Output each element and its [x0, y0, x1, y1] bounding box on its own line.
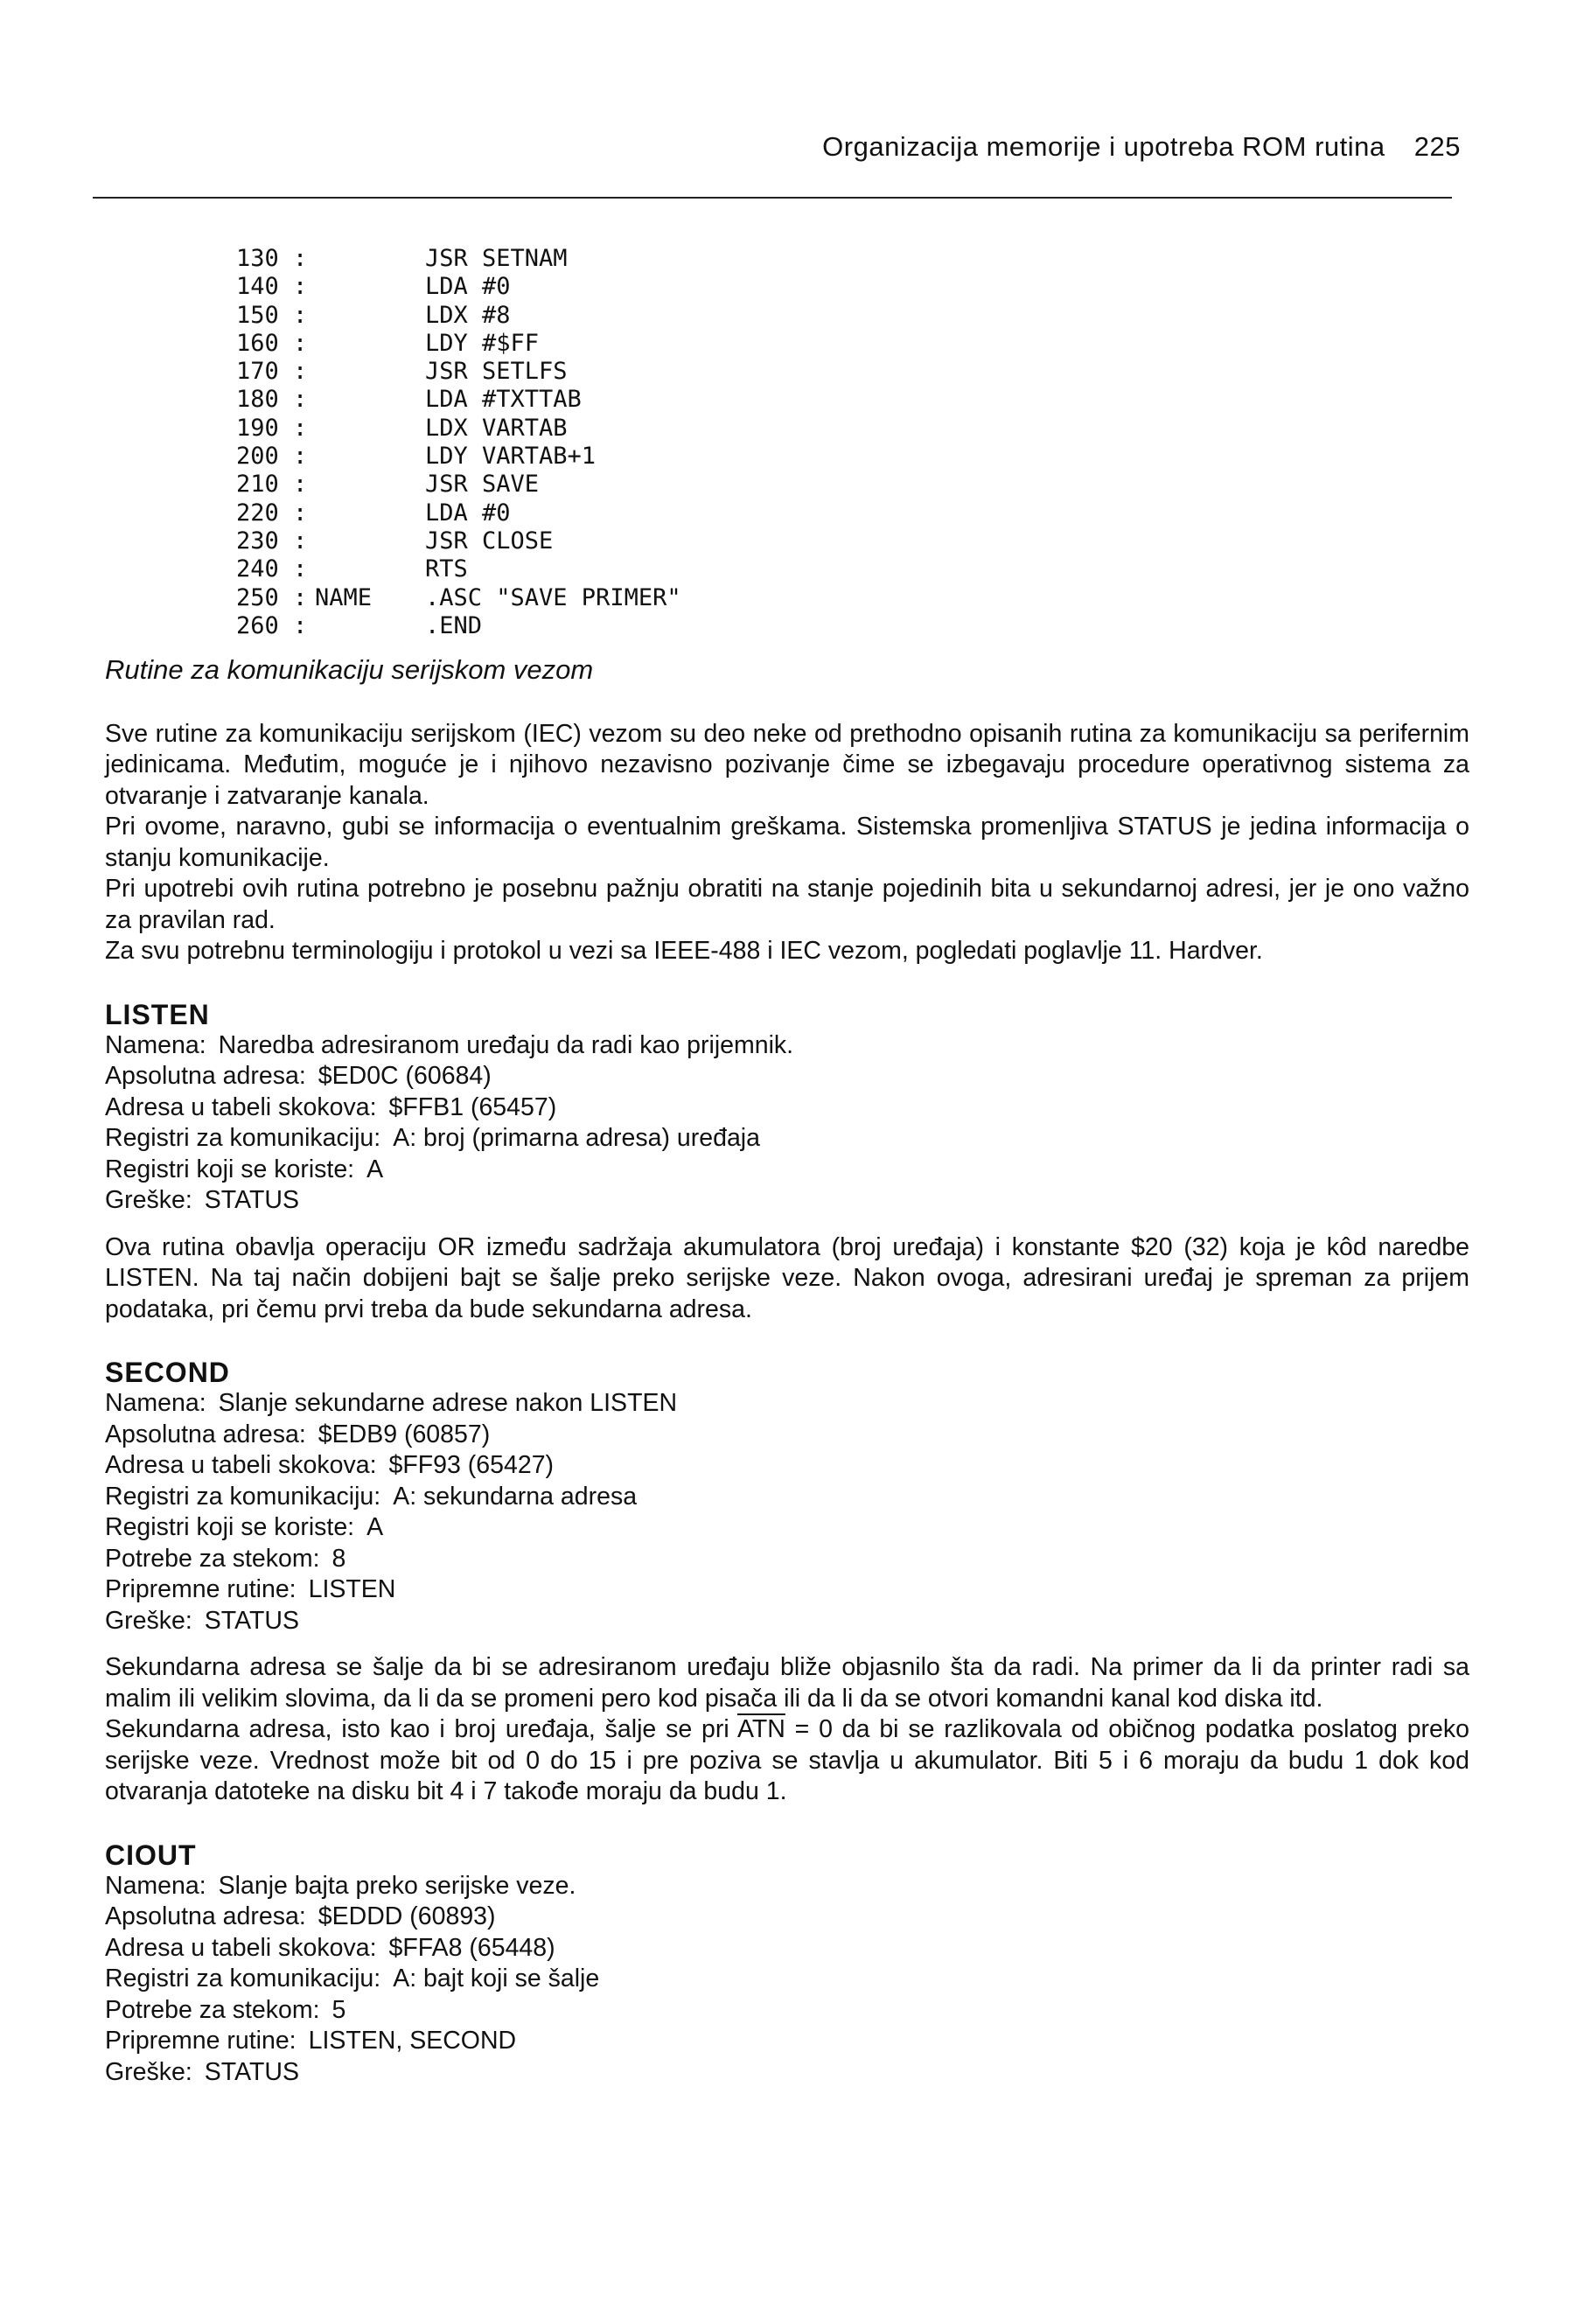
description-paragraph: Ova rutina obavlja operaciju OR između sadržaja akumulatora (broj uređaja) i konstante $20 (32) koja je kôd naredbe LISTEN. Na taj način dobijeni bajt se šalje preko serijske veze. Nakon ovoga, adresirani uređaj je spreman za prijem podataka, pri čemu prvi treba da bude sekundarna adresa. — [105, 1232, 1469, 1323]
section-subtitle: Rutine za komunikaciju serijskom vezom — [105, 654, 594, 685]
main-content — [105, 654, 1469, 2088]
code-line-number: 230 : — [236, 527, 308, 555]
code-line-number: 250 : — [236, 583, 308, 611]
property-key: Namena: — [105, 1389, 206, 1417]
code-line — [236, 330, 681, 358]
code-instruction: .END — [425, 611, 483, 639]
routine-title: LISTEN — [105, 998, 210, 1030]
property-value: Slanje bajta preko serijske veze. — [218, 1871, 576, 1900]
property-row — [105, 1185, 1469, 1217]
code-line — [236, 471, 681, 499]
routine-properties — [105, 1388, 1469, 1637]
code-line — [236, 612, 681, 640]
property-key: Apsolutna adresa: — [105, 1902, 306, 1930]
code-line-number: 220 : — [236, 499, 308, 527]
code-line-number: 260 : — [236, 611, 308, 639]
property-key: Namena: — [105, 1871, 206, 1900]
property-row — [105, 1092, 1469, 1124]
property-row — [105, 1995, 1469, 2027]
property-key: Registri za komunikaciju: — [105, 1482, 381, 1511]
property-value: $EDB9 (60857) — [318, 1420, 491, 1448]
property-value: Slanje sekundarne adrese nakon LISTEN — [218, 1389, 678, 1417]
property-value: $EDDD (60893) — [318, 1902, 496, 1930]
property-value: Naredba adresiranom uređaju da radi kao prijemnik. — [218, 1030, 794, 1059]
property-row — [105, 1482, 1469, 1513]
property-row — [105, 1512, 1469, 1544]
routine-second — [105, 1357, 1469, 1808]
page-number: 225 — [1413, 131, 1461, 162]
property-value: A — [366, 1155, 384, 1183]
code-line-number: 160 : — [236, 329, 308, 357]
property-key: Greške: — [105, 1186, 192, 1214]
property-value: A: bajt koji se šalje — [393, 1965, 600, 1992]
property-key: Apsolutna adresa: — [105, 1420, 306, 1448]
routine-properties — [105, 1871, 1469, 2089]
property-value: $FFB1 (65457) — [388, 1092, 557, 1121]
property-value: STATUS — [204, 1606, 299, 1635]
code-instruction: LDY #$FF — [425, 329, 540, 357]
code-line-number: 140 : — [236, 273, 308, 301]
code-line — [236, 443, 681, 471]
code-line — [236, 273, 681, 301]
intro-paragraph: Za svu potrebnu terminologiju i protokol u vezi sa IEEE-488 i IEC vezom, pogledati poglavlje 11. Hardver. — [105, 937, 1263, 965]
code-instruction: LDX #8 — [425, 301, 511, 329]
property-row — [105, 1964, 1469, 1995]
code-instruction: JSR SETNAM — [425, 245, 568, 272]
code-instruction: LDA #0 — [425, 273, 511, 301]
code-line — [236, 302, 681, 330]
property-row — [105, 1902, 1469, 1933]
intro-paragraph: Sve rutine za komunikaciju serijskom (IEC) vezom su deo neke od prethodno opisanih rutina za komunikaciju sa perifernim jedinicama. Međutim, moguće je i njihovo nezavisno pozivanje čime se izbegavaju procedure operativnog sistema za otvaranje i zatvaranje kanala. — [105, 719, 1469, 810]
routine-title: CIOUT — [105, 1839, 197, 1871]
page-header — [0, 131, 1461, 163]
property-value: 5 — [331, 1995, 346, 2024]
code-line-number: 240 : — [236, 555, 308, 583]
code-line — [236, 499, 681, 527]
property-row — [105, 1606, 1469, 1637]
property-value: STATUS — [204, 1186, 299, 1214]
property-value: STATUS — [204, 2057, 299, 2086]
code-line — [236, 584, 681, 612]
code-line-number: 190 : — [236, 414, 308, 442]
property-key: Pripremne rutine: — [105, 2027, 297, 2055]
property-key: Greške: — [105, 2057, 192, 2086]
code-instruction: LDY VARTAB+1 — [425, 443, 597, 471]
routine-ciout — [105, 1839, 1469, 2089]
property-value: $FFA8 (65448) — [388, 1933, 555, 1962]
property-key: Greške: — [105, 1606, 192, 1635]
property-key: Apsolutna adresa: — [105, 1062, 306, 1090]
code-instruction: RTS — [425, 555, 468, 583]
description-paragraph: Sekundarna adresa, isto kao i broj uređaja, šalje se pri $\overline{ATN} = 0$ da bi se razlikovala od običnog podatka poslatog preko serijske veze. Vrednost može bit od 0 do 15 i pre poziva se stavlja u akumulator. Biti 5 i 6 moraju da budu 1 dok kod otvaranja datoteke na disku bit 4 i 7 takođe moraju da budu 1. — [105, 1715, 1469, 1805]
property-row — [105, 1574, 1469, 1606]
property-key: Registri za komunikaciju: — [105, 1965, 381, 1992]
routine-sections — [105, 999, 1469, 2089]
property-row — [105, 1030, 1469, 1062]
header-rule — [93, 197, 1452, 199]
code-line-number: 170 : — [236, 358, 308, 386]
property-value: LISTEN — [308, 1575, 396, 1603]
code-line-number: 150 : — [236, 301, 308, 329]
property-row — [105, 1871, 1469, 1902]
routine-listen — [105, 999, 1469, 1326]
code-line-number: 200 : — [236, 443, 308, 471]
code-line — [236, 415, 681, 443]
code-label: NAME — [315, 583, 373, 611]
property-value: A — [366, 1513, 384, 1541]
routine-properties — [105, 1030, 1469, 1217]
code-instruction: LDX VARTAB — [425, 414, 568, 442]
property-row — [105, 1933, 1469, 1965]
code-instruction: JSR CLOSE — [425, 527, 554, 555]
running-title: Organizacija memorije i upotreba ROM rutina — [822, 131, 1385, 162]
property-row — [105, 1450, 1469, 1482]
property-key: Registri koji se koriste: — [105, 1513, 355, 1541]
code-line — [236, 386, 681, 414]
code-instruction: .ASC "SAVE PRIMER" — [425, 583, 681, 611]
property-row — [105, 2057, 1469, 2089]
property-row — [105, 1061, 1469, 1092]
property-row — [105, 2026, 1469, 2057]
atn-signal: $\overline{ATN}$ — [736, 1715, 785, 1743]
property-row — [105, 1388, 1469, 1420]
code-instruction: JSR SAVE — [425, 471, 540, 499]
property-key: Registri koji se koriste: — [105, 1155, 355, 1183]
property-value: A: broj (primarna adresa) uređaja — [393, 1124, 760, 1152]
property-key: Namena: — [105, 1030, 206, 1059]
code-line — [236, 358, 681, 386]
property-value: 8 — [331, 1544, 346, 1573]
code-line — [236, 245, 681, 273]
property-key: Adresa u tabeli skokova: — [105, 1092, 377, 1121]
property-value: LISTEN, SECOND — [308, 2027, 517, 2055]
property-row — [105, 1123, 1469, 1155]
routine-description — [105, 1232, 1469, 1326]
code-instruction: LDA #TXTTAB — [425, 386, 582, 414]
property-value: $FF93 (65427) — [388, 1451, 555, 1479]
code-line-number: 180 : — [236, 386, 308, 414]
property-key: Registri za komunikaciju: — [105, 1124, 381, 1152]
property-key: Adresa u tabeli skokova: — [105, 1451, 377, 1479]
property-value: $ED0C (60684) — [318, 1062, 492, 1090]
intro-text — [105, 719, 1469, 967]
code-line — [236, 527, 681, 555]
property-key: Pripremne rutine: — [105, 1575, 297, 1603]
routine-description — [105, 1652, 1469, 1808]
code-instruction: JSR SETLFS — [425, 358, 568, 386]
description-paragraph: Sekundarna adresa se šalje da bi se adresiranom uređaju bliže objasnilo šta da radi. Na primer da li da printer radi sa malim ili velikim slovima, da li da se promeni pero kod pisača ili da li da se otvori komandni kanal kod diska itd. — [105, 1653, 1469, 1713]
code-line — [236, 555, 681, 583]
code-listing — [236, 245, 681, 640]
property-row — [105, 1544, 1469, 1575]
property-row — [105, 1420, 1469, 1451]
property-key: Potrebe za stekom: — [105, 1995, 320, 2024]
routine-title: SECOND — [105, 1357, 230, 1388]
property-key: Adresa u tabeli skokova: — [105, 1933, 377, 1962]
intro-paragraph: Pri upotrebi ovih rutina potrebno je posebnu pažnju obratiti na stanje pojedinih bita u sekundarnoj adresi, jer je ono važno za pravilan rad. — [105, 875, 1469, 934]
code-line-number: 130 : — [236, 245, 308, 272]
intro-paragraph: Pri ovome, naravno, gubi se informacija o eventualnim greškama. Sistemska promenljiva STATUS je jedina informacija o stanju komunikacije. — [105, 813, 1469, 872]
code-instruction: LDA #0 — [425, 499, 511, 527]
property-value: A: sekundarna adresa — [393, 1482, 638, 1511]
property-row — [105, 1155, 1469, 1186]
code-line-number: 210 : — [236, 471, 308, 499]
property-key: Potrebe za stekom: — [105, 1544, 320, 1573]
